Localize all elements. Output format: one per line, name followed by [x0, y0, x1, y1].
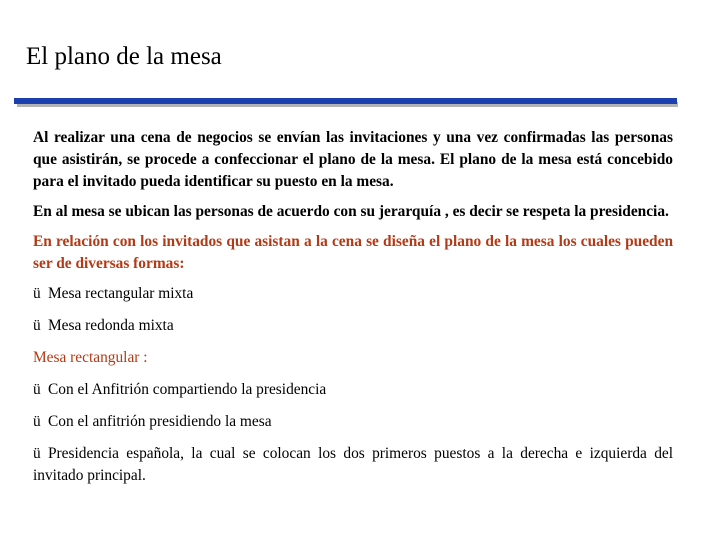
list-item	[33, 315, 673, 337]
checkmark-icon: ü	[33, 413, 41, 430]
list-item	[33, 411, 673, 433]
list-item	[33, 379, 673, 401]
list-item	[33, 283, 673, 305]
list-item	[33, 443, 673, 487]
list-item-text: Presidencia española, la cual se colocan los dos primeros puestos a la derecha e izquierda del invitado principal.	[33, 445, 673, 484]
list-item-text: Mesa rectangular mixta	[48, 285, 194, 302]
checkmark-icon: ü	[33, 445, 41, 462]
rect-heading: Mesa rectangular :	[33, 349, 148, 366]
checkmark-icon: ü	[33, 285, 41, 302]
list-item-text: Mesa redonda mixta	[48, 317, 174, 334]
slide-title: El plano de la mesa	[26, 43, 222, 70]
checkmark-icon: ü	[33, 381, 41, 398]
title-rule	[14, 98, 677, 104]
list-item-text: Con el Anfitrión compartiendo la presidencia	[48, 381, 327, 398]
slide-body	[33, 127, 673, 487]
hierarchy-paragraph: En al mesa se ubican las personas de acuerdo con su jerarquía , es decir se respeta la presidencia.	[33, 203, 669, 220]
forms-paragraph: En relación con los invitados que asistan a la cena se diseña el plano de la mesa los cuales pueden ser de diversas formas:	[33, 233, 673, 272]
list-item-text: Con el anfitrión presidiendo la mesa	[48, 413, 272, 430]
checkmark-icon: ü	[33, 317, 41, 334]
intro-paragraph: Al realizar una cena de negocios se envían las invitaciones y una vez confirmadas las personas que asistirán, se procede a confeccionar el plano de la mesa. El plano de la mesa está concebido para el invitado pueda identificar su puesto en la mesa.	[33, 129, 673, 190]
